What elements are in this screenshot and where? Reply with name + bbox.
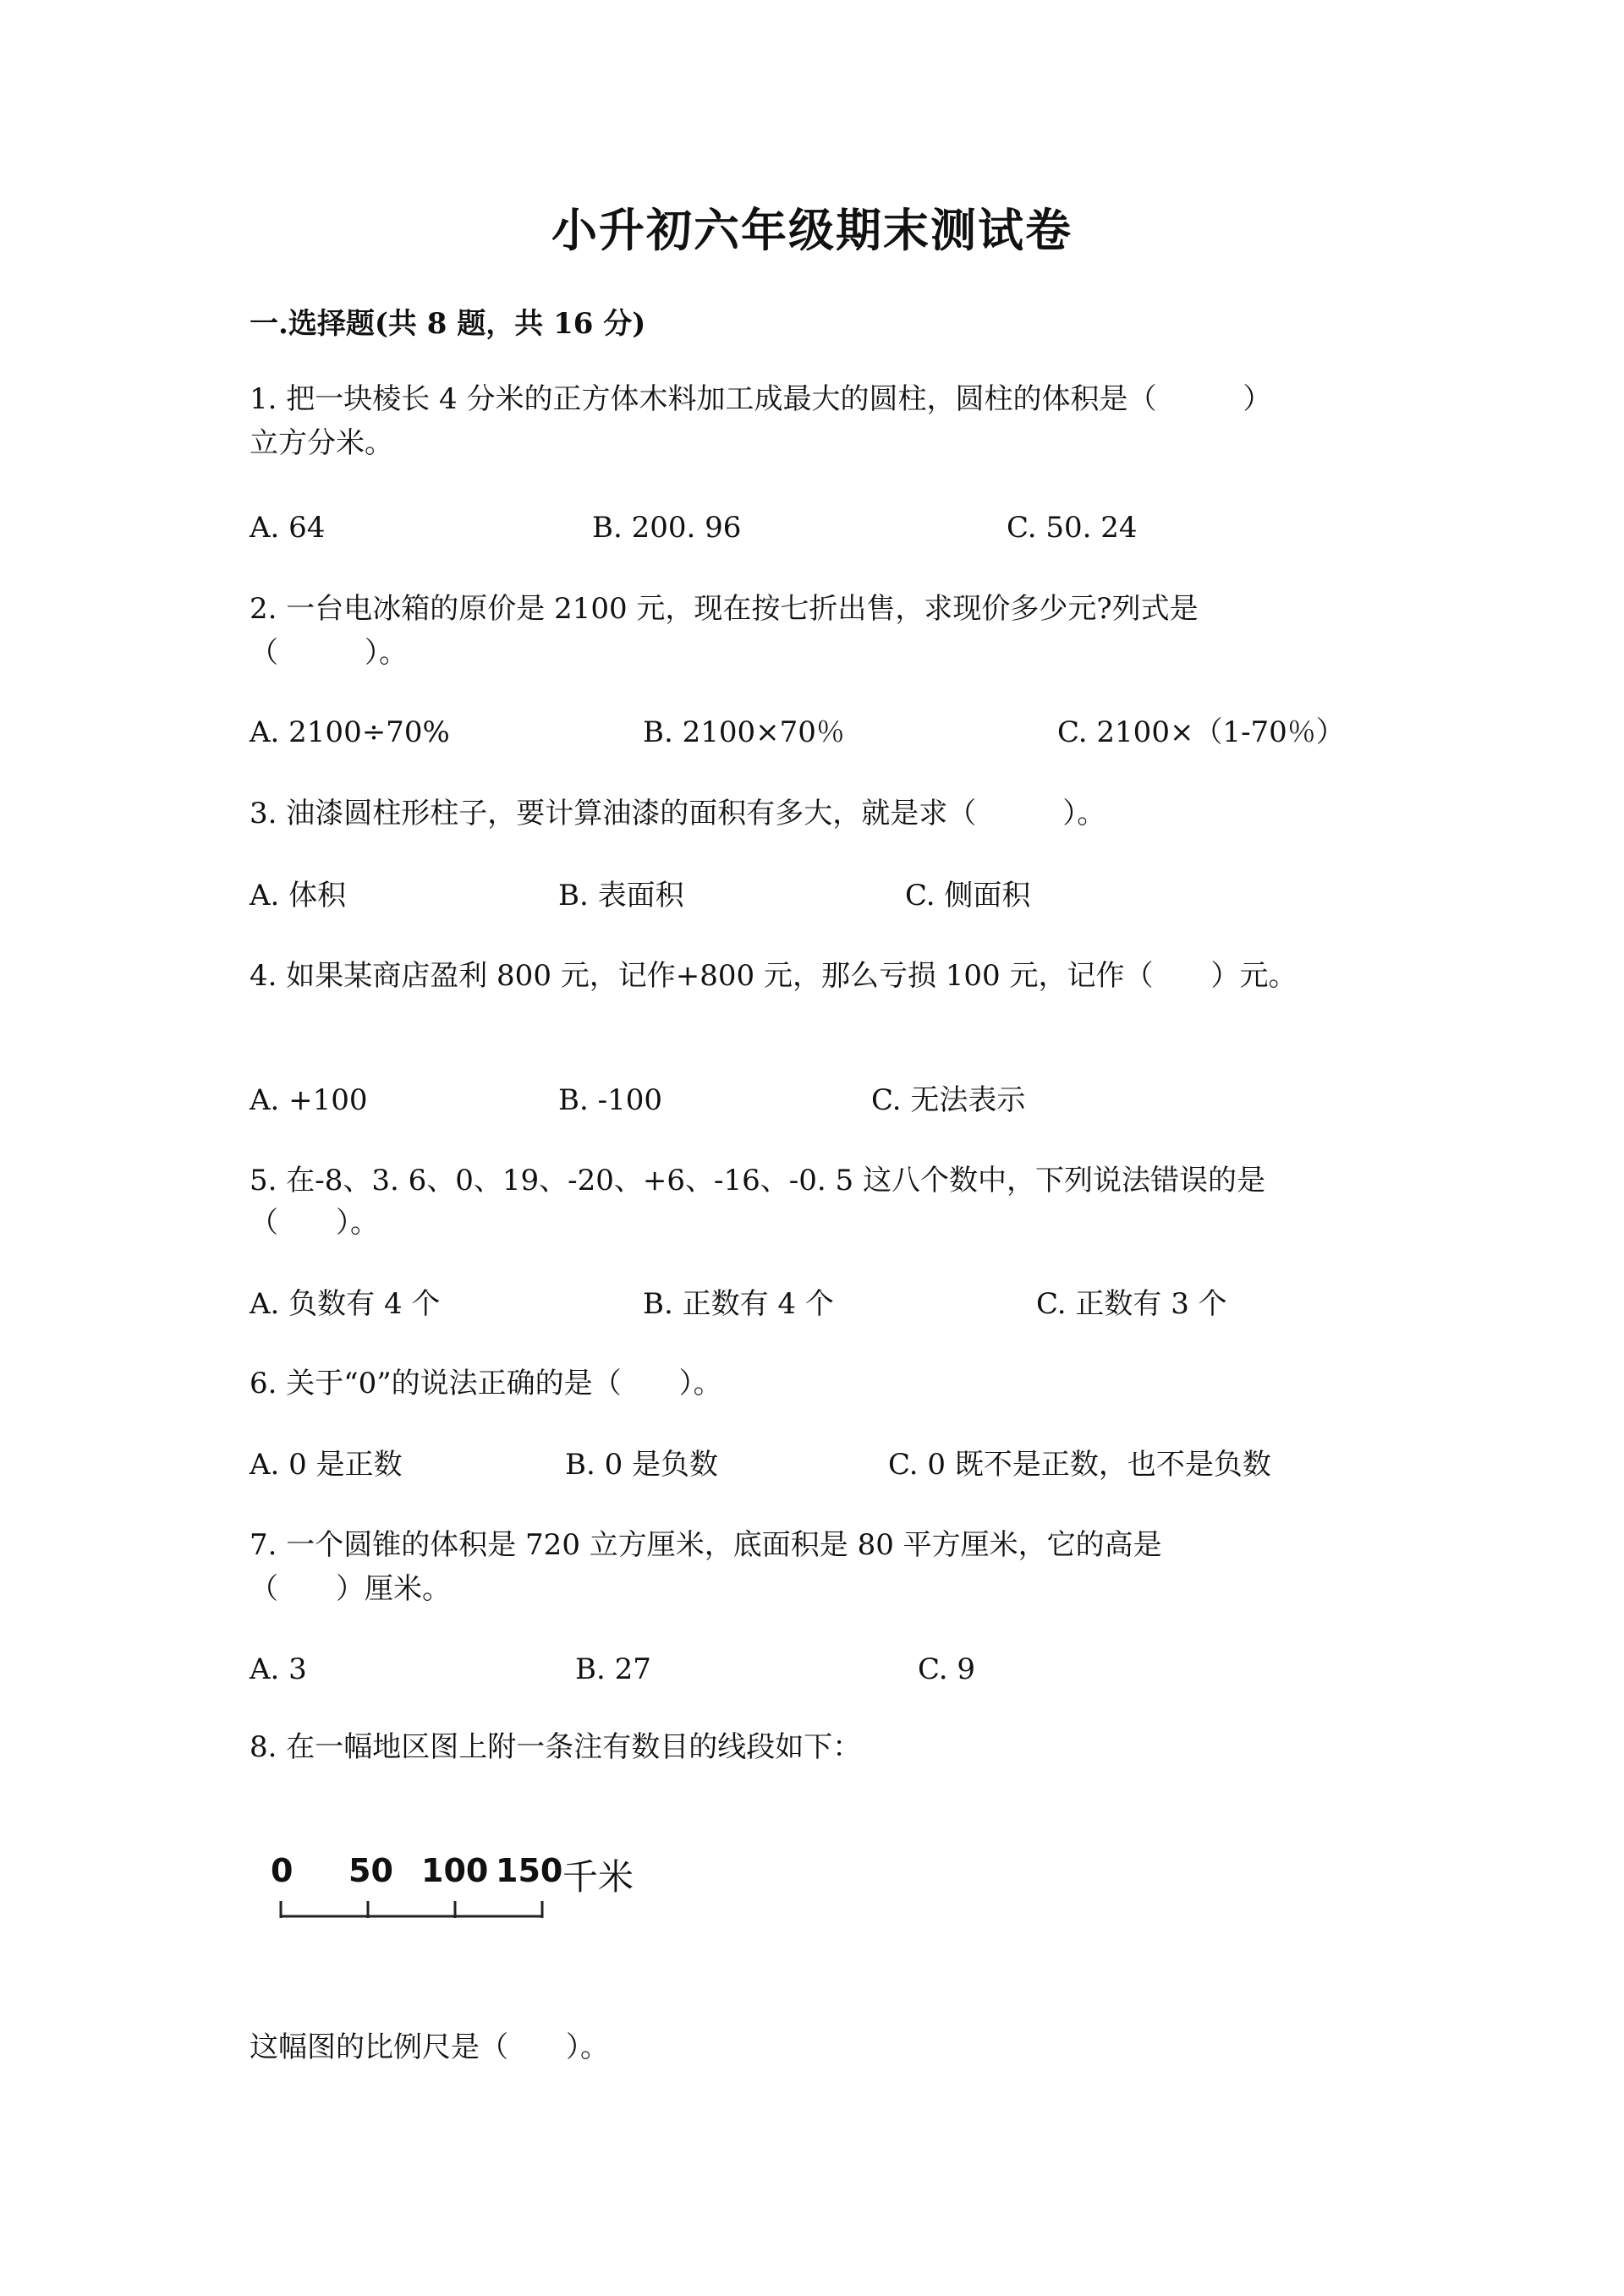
question-5-line-2: （ ）。 [250,1206,379,1240]
question-4-option-a: A. +100 [250,1083,368,1117]
question-1-option-b: B. 200. 96 [592,511,742,545]
question-5-line-1: 5. 在-8、3. 6、0、19、-20、+6、-16、-0. 5 这八个数中，下列说法错误的是 [250,1164,1265,1197]
question-2-option-a: A. 2100÷70% [250,715,450,749]
question-1-option-c: C. 50. 24 [1007,511,1138,545]
question-3-line-1: 3. 油漆圆柱形柱子，要计算油漆的面积有多大，就是求（ ）。 [250,797,1106,830]
question-1-line-2: 立方分米。 [250,426,393,460]
section-heading: 一.选择题(共 8 题，共 16 分) [250,307,646,341]
scale-label-150: 150 [496,1852,563,1889]
scale-label-50: 50 [348,1852,393,1889]
question-1-option-a: A. 64 [250,511,326,545]
question-4-option-c: C. 无法表示 [871,1083,1026,1117]
page-title: 小升初六年级期末测试卷 [551,203,1073,257]
question-8-tail: 这幅图的比例尺是（ ）。 [250,2030,609,2064]
scale-label-0: 0 [271,1852,294,1889]
question-7-option-c: C. 9 [918,1652,976,1686]
question-6-option-a: A. 0 是正数 [250,1448,403,1482]
question-2-line-2: （ ）。 [250,636,408,670]
question-8-line-1: 8. 在一幅地区图上附一条注有数目的线段如下： [250,1730,862,1764]
question-6-option-b: B. 0 是负数 [565,1448,719,1482]
scale-bar-line [271,1894,558,1928]
scale-unit: 千米 [562,1856,634,1898]
question-5-option-a: A. 负数有 4 个 [250,1287,441,1321]
question-2-option-c: C. 2100×（1-70％） [1057,715,1345,749]
question-2-line-1: 2. 一台电冰箱的原价是 2100 元，现在按七折出售，求现价多少元?列式是 [250,592,1199,626]
question-2-option-b: B. 2100×70％ [643,715,845,749]
question-7-line-1: 7. 一个圆锥的体积是 720 立方厘米，底面积是 80 平方厘米，它的高是 [250,1528,1162,1562]
question-7-option-b: B. 27 [575,1652,651,1686]
scale-label-100: 100 [421,1852,489,1889]
question-7-line-2: （ ）厘米。 [250,1572,451,1606]
question-3-option-b: B. 表面积 [558,879,684,912]
question-3-option-a: A. 体积 [250,879,347,912]
question-7-option-a: A. 3 [250,1652,307,1686]
question-3-option-c: C. 侧面积 [905,879,1031,912]
question-4-line-1: 4. 如果某商店盈利 800 元，记作+800 元，那么亏损 100 元，记作（ ）元。 [250,959,1298,993]
question-6-option-c: C. 0 既不是正数，也不是负数 [888,1448,1271,1482]
question-6-line-1: 6. 关于“0”的说法正确的是（ ）。 [250,1367,722,1400]
question-4-option-b: B. -100 [558,1083,662,1117]
question-1-line-1: 1. 把一块棱长 4 分米的正方体木料加工成最大的圆柱，圆柱的体积是（ ） [250,382,1272,416]
question-5-option-b: B. 正数有 4 个 [643,1287,834,1321]
question-5-option-c: C. 正数有 3 个 [1036,1287,1227,1321]
